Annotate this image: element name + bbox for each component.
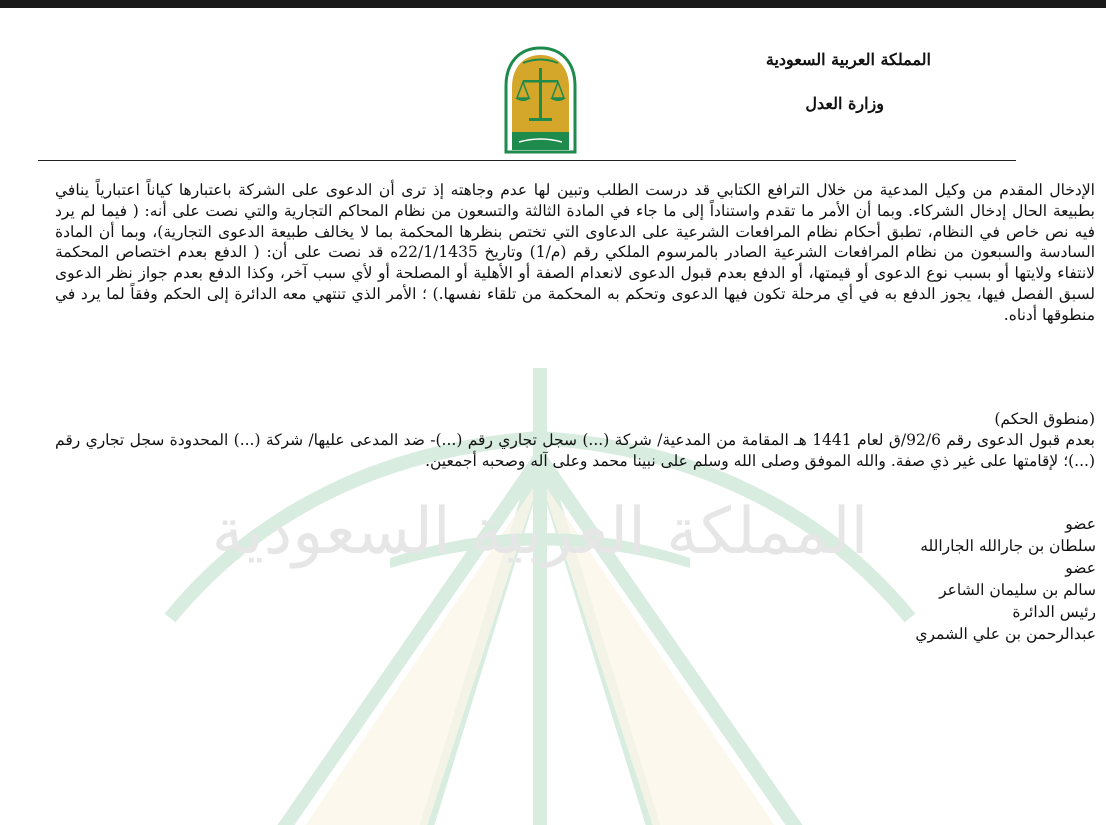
header-divider: [38, 160, 1016, 161]
ministry-of-justice-emblem-icon: [503, 46, 578, 154]
watermark-text: المملكة العربية السعودية: [211, 495, 869, 569]
signature-name: عبدالرحمن بن علي الشمري: [915, 625, 1096, 643]
signature-role: عضو: [1065, 515, 1096, 533]
verdict-heading: (منطوق الحكم): [994, 410, 1095, 428]
signature-role: رئيس الدائرة: [1012, 603, 1096, 621]
header-subtitle: وزارة العدل: [805, 94, 884, 113]
header-title: المملكة العربية السعودية: [765, 50, 931, 69]
body-paragraph-2: بعدم قبول الدعوى رقم 92/6/ق لعام 1441 هـ المقامة من المدعية/ شركة (...) سجل تجاري رقم (...)- ضد المدعى عليها/ شركة (...) المحدودة سجل تجاري رقم (...)؛ لإقامتها على غير ذي صفة. والله الموفق وصلى الله وسلم على نبينا محمد وعلى آله وصحبه أجمعين.: [55, 431, 1095, 470]
signature-block: [915, 513, 1096, 645]
body-paragraph-1: الإدخال المقدم من وكيل المدعية من خلال الترافع الكتابي قد درست الطلب وتبين لها عدم وجاهته إذ ترى أن الدعوى على الشركة باعتبارها كياناً اعتبارياً ينافي بطبيعة الحال إدخال الشركاء. وبما أن الأمر ما تقدم واستناداً إلى ما جاء في المادة الثالثة والتسعون من نظام المحاكم التجارية والتي نصت على أنه: ( فيما لم يرد فيه نص خاص في النظام، تطبق أحكام نظام المرافعات الشرعية على الدعاوى التي تختص بنظرها المحكمة بما لا يخالف طبيعة الدعوى التجارية)، وبما أن المادة السادسة والسبعون من نظام المرافعات الشرعية الصادر بالمرسوم الملكي رقم (م/1) وتاريخ 22/1/1435ه قد نصت على أن: ( الدفع بعدم اختصاص المحكمة لانتفاء ولايتها أو بسبب نوع الدعوى أو قيمتها، أو الدفع بعدم قبول الدعوى لانعدام الصفة أو الأهلية أو المصلحة أو لأي سبب آخر، وكذا الدفع بعدم جواز نظر الدعوى لسبق الفصل فيها، يجوز الدفع به في أي مرحلة تكون فيها الدعوى وتحكم به المحكمة من تلقاء نفسها.) ؛ الأمر الذي تنتهي معه الدائرة إلى الحكم وفقاً لما يرد في منطوقها أدناه.: [55, 181, 1096, 324]
signature-role: عضو: [1065, 559, 1096, 577]
document-page: [0, 8, 1106, 825]
ministry-of-justice-watermark-icon: [90, 328, 990, 825]
signature-name: سلطان بن جارالله الجارالله: [920, 537, 1096, 555]
signature-name: سالم بن سليمان الشاعر: [939, 581, 1096, 599]
